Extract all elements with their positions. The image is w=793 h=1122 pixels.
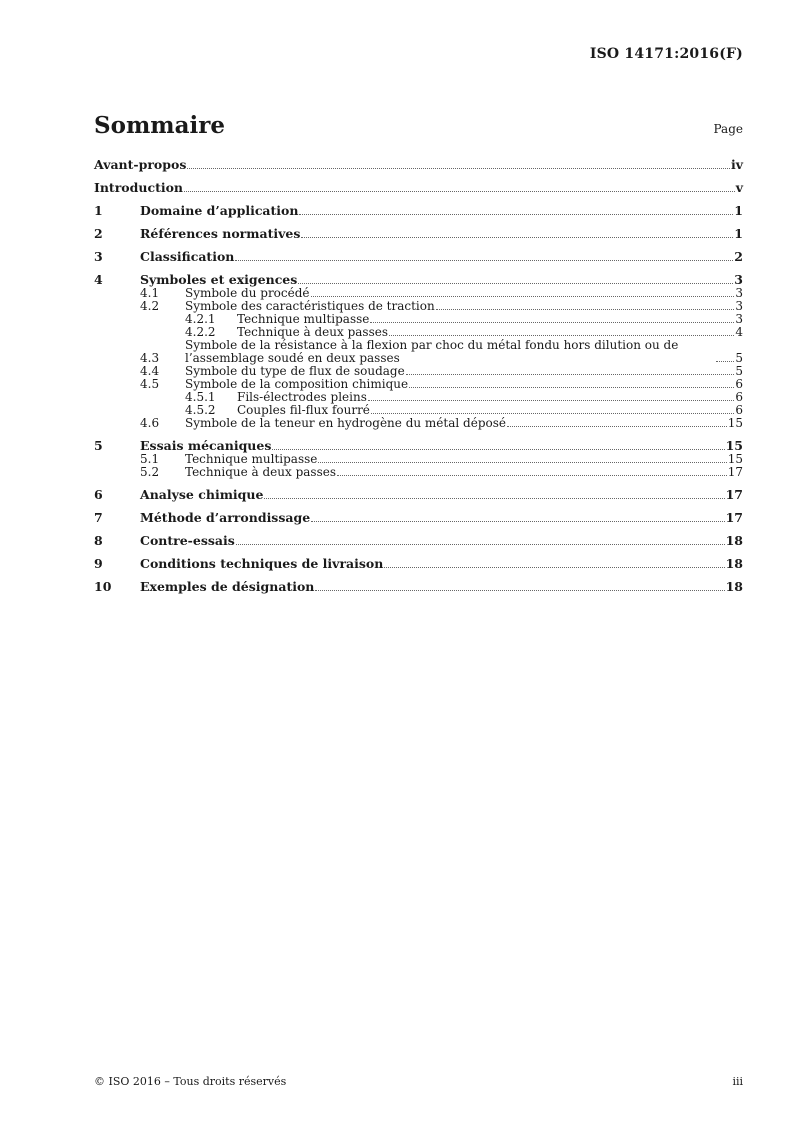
- toc-entry-number: 4.2.2: [185, 325, 216, 339]
- toc-entry-title: Conditions techniques de livraison: [140, 556, 384, 571]
- toc-entry-number: 4.2: [140, 299, 160, 313]
- toc-entry-number: 8: [94, 533, 103, 548]
- toc-entry-page: 3: [735, 299, 743, 313]
- toc-entry-title-continued: l’assemblage soudé en deux passes: [185, 351, 400, 365]
- dot-leader: [298, 283, 733, 284]
- toc-entry-page: 3: [735, 312, 743, 326]
- dot-leader: [436, 309, 735, 310]
- toc-entry-title: Fils-électrodes pleins: [237, 390, 367, 404]
- toc-entry-number: 7: [94, 510, 103, 525]
- dot-leader: [368, 400, 734, 401]
- toc-entry-number: 4.5: [140, 377, 160, 391]
- dot-leader: [370, 322, 734, 323]
- dot-leader: [716, 361, 734, 362]
- toc-entry-title: Symboles et exigences: [140, 272, 298, 287]
- toc-entry-number: 4.6: [140, 416, 160, 430]
- toc-entry-title: Technique multipasse: [185, 452, 318, 466]
- dot-leader: [337, 475, 727, 476]
- toc-entry-title: Symbole de la teneur en hydrogène du métal déposé: [185, 416, 506, 430]
- toc-entry-title: Symbole du procédé: [185, 286, 310, 300]
- toc-entry-page: 6: [735, 377, 743, 391]
- toc-entry[interactable]: [94, 181, 743, 195]
- dot-leader: [236, 544, 725, 545]
- page-title: Sommaire: [94, 112, 226, 139]
- toc-entry[interactable]: [94, 339, 743, 365]
- toc-entry-page: 17: [725, 487, 743, 502]
- toc-entry-number: 9: [94, 556, 103, 571]
- toc-entry-page: 15: [727, 452, 743, 466]
- dot-leader: [406, 374, 735, 375]
- dot-leader: [311, 521, 724, 522]
- toc-entry[interactable]: [94, 204, 743, 218]
- toc-entry[interactable]: [94, 466, 743, 479]
- toc-entry-page: 17: [725, 510, 743, 525]
- toc-entry-title: Symbole de la composition chimique: [185, 377, 409, 391]
- dot-leader: [318, 462, 726, 463]
- toc-entry-number: 10: [94, 579, 112, 594]
- toc-entry-number: 4.1: [140, 286, 160, 300]
- toc-entry-title: Références normatives: [140, 226, 301, 241]
- toc-entry-page: 18: [725, 579, 743, 594]
- dot-leader: [389, 335, 734, 336]
- toc-entry[interactable]: [94, 488, 743, 502]
- toc-entry-title: Classification: [140, 249, 235, 264]
- toc-entry-title: Exemples de désignation: [140, 579, 315, 594]
- page-column-label: Page: [713, 122, 743, 136]
- dot-leader: [235, 260, 733, 261]
- toc-entry-title: Essais mécaniques: [140, 438, 272, 453]
- toc-entry-number: 3: [94, 249, 103, 264]
- toc-entry-title: Contre-essais: [140, 533, 235, 548]
- toc-entry-title: Analyse chimique: [140, 487, 264, 502]
- dot-leader: [315, 590, 724, 591]
- toc-entry-number: 5.2: [140, 465, 160, 479]
- dot-leader: [187, 168, 730, 169]
- page-number: iii: [732, 1075, 743, 1088]
- toc-entry[interactable]: [94, 273, 743, 287]
- toc-entry-number: 4.3: [140, 351, 160, 365]
- toc-entry-title: Technique multipasse: [237, 312, 370, 326]
- toc-entry-page: 6: [735, 403, 743, 417]
- toc-entry-page: 3: [735, 286, 743, 300]
- toc-entry-number: 5.1: [140, 452, 160, 466]
- toc-entry-number: 4.5.1: [185, 390, 216, 404]
- dot-leader: [272, 449, 724, 450]
- toc-entry-number: 5: [94, 438, 103, 453]
- toc-entry-number: 6: [94, 487, 103, 502]
- toc-entry-title: Méthode d’arrondissage: [140, 510, 311, 525]
- dot-leader: [299, 214, 733, 215]
- toc-entry-number: 1: [94, 203, 103, 218]
- toc-entry-page: 5: [735, 364, 743, 378]
- table-of-contents: [94, 152, 743, 594]
- toc-entry-title: Technique à deux passes: [237, 325, 388, 339]
- copyright-notice: © ISO 2016 – Tous droits réservés: [94, 1075, 287, 1088]
- toc-entry-number: 4.4: [140, 364, 160, 378]
- dot-leader: [371, 413, 734, 414]
- toc-entry[interactable]: [94, 511, 743, 525]
- document-code: ISO 14171:2016(F): [589, 46, 743, 62]
- toc-entry-number: 4: [94, 272, 103, 287]
- toc-entry-title: Couples fil-flux fourré: [237, 403, 370, 417]
- dot-leader: [507, 426, 727, 427]
- toc-entry-page: 5: [735, 351, 743, 365]
- dot-leader: [184, 191, 735, 192]
- toc-entry-title: Avant-propos: [94, 157, 187, 172]
- toc-entry[interactable]: [94, 227, 743, 241]
- toc-entry-page: 18: [725, 533, 743, 548]
- toc-entry-number: 4.2.1: [185, 312, 216, 326]
- toc-entry-title: Symbole de la résistance à la flexion par choc du métal fondu hors dilution ou de: [185, 338, 679, 352]
- toc-entry[interactable]: [94, 557, 743, 571]
- dot-leader: [264, 498, 724, 499]
- title-row: [94, 112, 743, 139]
- dot-leader: [409, 387, 734, 388]
- toc-entry-page: 3: [734, 272, 743, 287]
- toc-entry[interactable]: [94, 580, 743, 594]
- footer: [94, 1075, 743, 1088]
- toc-entry-number: 4.5.2: [185, 403, 216, 417]
- toc-entry-title: Technique à deux passes: [185, 465, 336, 479]
- toc-entry-title: Domaine d’application: [140, 203, 299, 218]
- toc-entry-page: 17: [727, 465, 743, 479]
- toc-entry-page: iv: [730, 157, 743, 172]
- toc-entry-title: Introduction: [94, 180, 184, 195]
- toc-entry[interactable]: [94, 158, 743, 172]
- toc-entry-page: v: [735, 180, 743, 195]
- dot-leader: [301, 237, 733, 238]
- toc-entry-page: 1: [734, 226, 743, 241]
- toc-entry-page: 1: [734, 203, 743, 218]
- toc-entry-page: 4: [735, 325, 743, 339]
- toc-entry-title: Symbole des caractéristiques de traction: [185, 299, 435, 313]
- toc-entry-page: 15: [727, 416, 743, 430]
- toc-entry-number: 2: [94, 226, 103, 241]
- toc-entry[interactable]: [94, 439, 743, 453]
- dot-leader: [311, 296, 735, 297]
- toc-entry[interactable]: [94, 417, 743, 430]
- toc-entry-page: 15: [725, 438, 743, 453]
- toc-entry-page: 6: [735, 390, 743, 404]
- toc-entry-page: 18: [725, 556, 743, 571]
- toc-entry-page: 2: [734, 249, 743, 264]
- toc-entry[interactable]: [94, 534, 743, 548]
- dot-leader: [384, 567, 724, 568]
- toc-entry-title: Symbole du type de flux de soudage: [185, 364, 405, 378]
- toc-entry[interactable]: [94, 250, 743, 264]
